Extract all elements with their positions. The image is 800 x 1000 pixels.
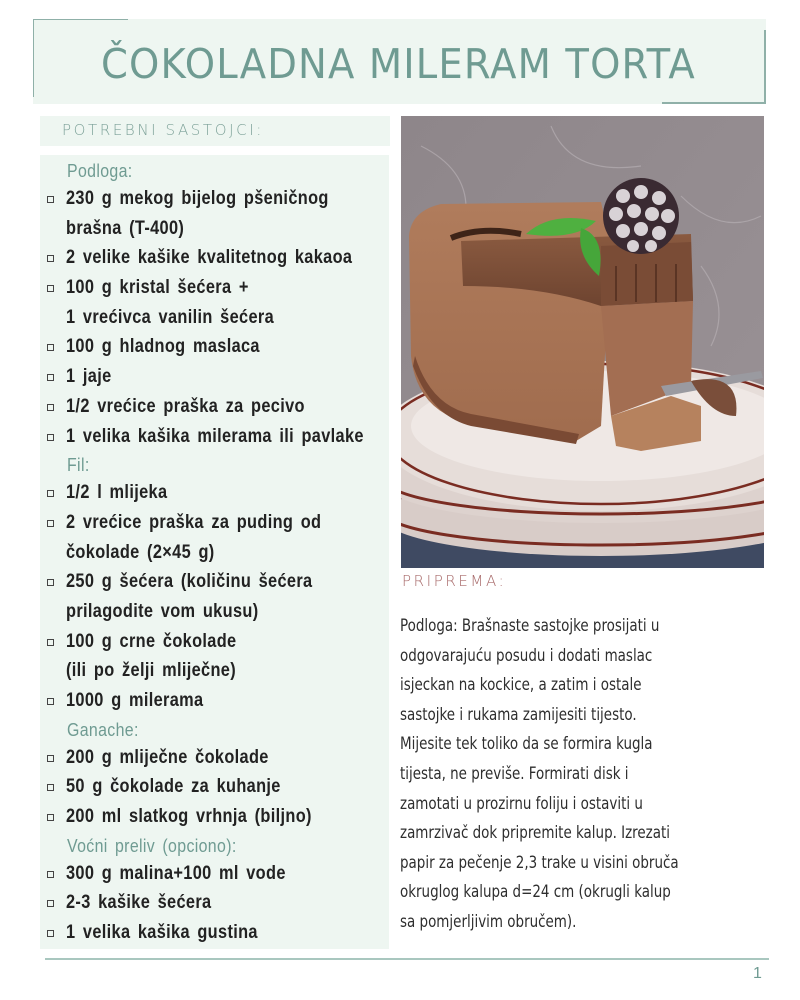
square-bullet-icon <box>47 871 54 878</box>
ingredient-text: brašna (T-400) <box>66 217 185 239</box>
ingredient-subheading <box>40 716 389 743</box>
preparation-line: zamrzivač dok pripremite kalup. Izrezati <box>400 823 671 844</box>
cake-photo <box>401 116 764 568</box>
ingredient-text: 1 vrećivca vanilin šećera <box>66 306 275 328</box>
ingredient-text: Ganache: <box>67 718 139 740</box>
preparation-line: odgovarajuću posudu i dodati maslac <box>400 645 653 666</box>
preparation-line: Mijesite tek toliko da se formira kugla <box>400 734 653 755</box>
preparation-line: sa pomjerljivim obručem). <box>400 911 577 932</box>
ingredient-text: 2 velike kašike kvalitetnog kakaoa <box>66 247 353 269</box>
preparation-line: isjeckan na kockice, a zatim i ostale <box>400 675 642 696</box>
page-number: 1 <box>753 965 762 982</box>
ingredient-item <box>40 686 389 716</box>
ingredient-text: Voćni preliv (opciono): <box>67 834 237 856</box>
ingredient-text: 1 velika kašika milerama ili pavlake <box>66 425 364 447</box>
title-corner-line <box>764 30 766 104</box>
ingredient-item <box>40 243 389 273</box>
square-bullet-icon <box>47 434 54 441</box>
ingredient-item <box>40 567 389 597</box>
preparation-line: sastojke i rukama zamijesiti tijesto. <box>400 704 637 725</box>
ingredient-subheading <box>40 157 389 184</box>
ingredient-item <box>40 392 389 422</box>
square-bullet-icon <box>47 784 54 791</box>
square-bullet-icon <box>47 490 54 497</box>
ingredient-text: Podloga: <box>67 160 133 181</box>
ingredient-item-continuation <box>40 214 389 244</box>
ingredients-list <box>40 157 389 948</box>
square-bullet-icon <box>47 579 54 586</box>
preparation-line: papir za pečenje 2,3 trake u visini obruča <box>400 852 679 873</box>
square-bullet-icon <box>47 196 54 203</box>
ingredient-text: 100 g kristal šećera + <box>66 277 249 299</box>
ingredients-header-label: POTREBNI SASTOJCI: <box>62 121 264 139</box>
ingredient-item-continuation <box>40 538 389 568</box>
ingredient-text: čokolade (2×45 g) <box>66 541 215 563</box>
ingredient-text: 2 vrećice praška za puding od <box>66 511 322 533</box>
ingredient-item <box>40 627 389 657</box>
square-bullet-icon <box>47 404 54 411</box>
ingredient-item <box>40 888 389 918</box>
preparation-line: Podloga: Brašnaste sastojke prosijati u <box>400 616 660 636</box>
square-bullet-icon <box>47 285 54 292</box>
square-bullet-icon <box>47 639 54 646</box>
preparation-line: tijesta, ne previše. Formirati disk i <box>400 763 629 784</box>
ingredient-text: 1/2 vrećice praška za pecivo <box>66 395 305 417</box>
cake-illustration <box>401 116 764 568</box>
square-bullet-icon <box>47 930 54 937</box>
ingredient-item <box>40 273 389 303</box>
ingredient-text: 300 g malina+100 ml vode <box>66 862 286 884</box>
square-bullet-icon <box>47 755 54 762</box>
ingredient-text: 200 g mliječne čokolade <box>66 746 269 768</box>
ingredient-text: Fil: <box>67 454 90 476</box>
title-corner-line <box>33 19 34 97</box>
square-bullet-icon <box>47 698 54 705</box>
ingredient-item <box>40 772 389 802</box>
ingredient-item <box>40 743 389 773</box>
square-bullet-icon <box>47 255 54 262</box>
ingredient-text: 2-3 kašike šećera <box>66 892 212 914</box>
ingredient-item <box>40 918 389 948</box>
square-bullet-icon <box>47 814 54 821</box>
ingredient-item <box>40 508 389 538</box>
preparation-line: okruglog kalupa d=24 cm (okrugli kalup <box>400 882 671 903</box>
ingredient-text: 1000 g milerama <box>66 690 204 711</box>
ingredient-text: 250 g šećera (količinu šećera <box>66 571 313 593</box>
ingredient-text: 100 g crne čokolade <box>66 630 237 652</box>
ingredient-text: 100 g hladnog maslaca <box>66 336 260 358</box>
ingredient-text: prilagodite vom ukusu) <box>66 600 259 622</box>
preparation-text <box>400 612 762 938</box>
ingredients-panel <box>40 155 389 949</box>
footer-divider <box>45 958 769 960</box>
ingredients-header <box>40 116 390 146</box>
title-corner-line <box>33 19 128 20</box>
square-bullet-icon <box>47 520 54 527</box>
ingredient-text: 1/2 l mlijeka <box>66 482 168 504</box>
page-title: ČOKOLADNA MILERAM TORTA <box>101 40 696 88</box>
square-bullet-icon <box>47 900 54 907</box>
ingredient-text: 200 ml slatkog vrhnja (biljno) <box>66 806 312 828</box>
ingredient-text: 230 g mekog bijelog pšeničnog <box>66 188 329 209</box>
preparation-header: PRIPREMA: <box>402 572 507 590</box>
ingredient-text: 50 g čokolade za kuhanje <box>66 776 281 798</box>
square-bullet-icon <box>47 374 54 381</box>
ingredient-item-continuation <box>40 656 389 686</box>
ingredient-item <box>40 802 389 832</box>
ingredient-item <box>40 422 389 452</box>
ingredient-subheading <box>40 451 389 478</box>
ingredient-text: 1 velika kašika gustina <box>66 922 258 944</box>
title-box <box>33 19 766 104</box>
ingredient-item <box>40 332 389 362</box>
ingredient-item <box>40 362 389 392</box>
ingredient-text: (ili po želji mliječne) <box>66 660 237 682</box>
preparation-line: zamotati u prozirnu foliju i ostaviti u <box>400 793 643 814</box>
ingredient-subheading <box>40 832 389 859</box>
ingredient-text: 1 jaje <box>66 366 112 388</box>
ingredient-item-continuation <box>40 597 389 627</box>
ingredient-item <box>40 859 389 889</box>
title-corner-line <box>662 102 766 104</box>
ingredient-item <box>40 478 389 508</box>
square-bullet-icon <box>47 344 54 351</box>
ingredient-item <box>40 184 389 214</box>
ingredient-item-continuation <box>40 303 389 333</box>
